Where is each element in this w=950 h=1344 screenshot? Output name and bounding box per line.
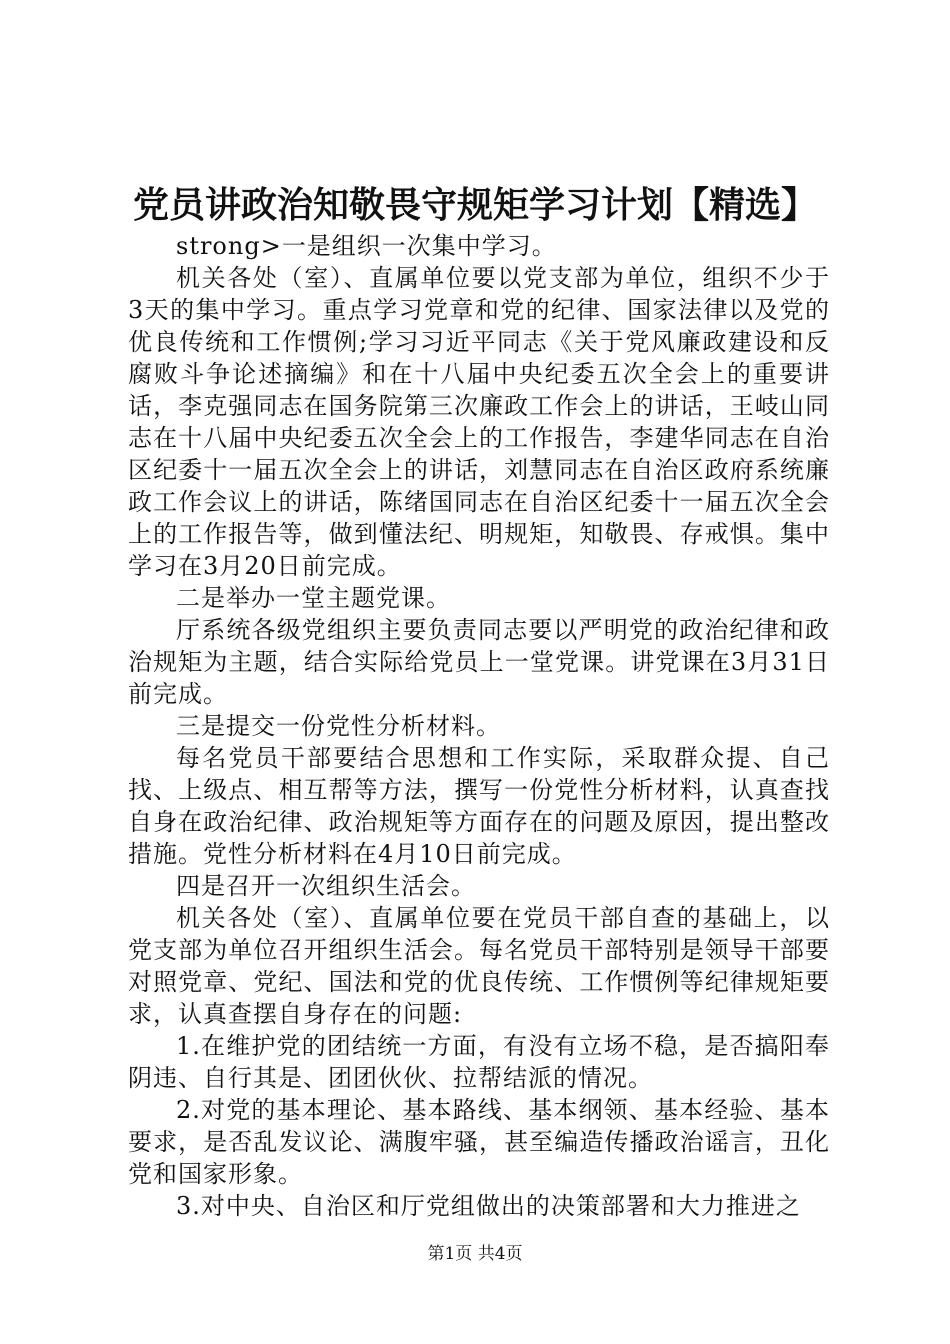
paragraph: 机关各处（室）、直属单位要在党员干部自查的基础上，以党支部为单位召开组织生活会。每名党员干部特别是领导干部要对照党章、党纪、国法和党的优良传统、工作惯例等纪律规矩要求，认真查摆自身存在的问题:: [128, 904, 830, 1028]
document-body: [128, 230, 830, 1222]
paragraph: 机关各处（室）、直属单位要以党支部为单位，组织不少于3天的集中学习。重点学习党章和党的纪律、国家法律以及党的优良传统和工作惯例;学习习近平同志《关于党风廉政建设和反腐败斗争论述摘编》和在十八届中央纪委五次全会上的重要讲话，李克强同志在国务院第三次廉政工作会上的讲话，王岐山同志在十八届中央纪委五次全会上的工作报告，李建华同志在自治区纪委十一届五次全会上的讲话，刘慧同志在自治区政府系统廉政工作会议上的讲话，陈绪国同志在自治区纪委十一届五次全会上的工作报告等，做到懂法纪、明规矩，知敬畏、存戒惧。集中学习在3月20日前完成。: [128, 264, 830, 580]
paragraph: strong>一是组织一次集中学习。: [176, 232, 557, 260]
paragraph: 1.在维护党的团结统一方面，有没有立场不稳，是否搞阳奉阴违、自行其是、团团伙伙、拉帮结派的情况。: [128, 1032, 830, 1092]
paragraph: 三是提交一份党性分析材料。: [176, 712, 501, 740]
paragraph: 厅系统各级党组织主要负责同志要以严明党的政治纪律和政治规矩为主题，结合实际给党员上一堂党课。讲党课在3月31日前完成。: [128, 616, 830, 708]
page-footer: 第1页 共4页: [427, 1244, 523, 1264]
document-title: 党员讲政治知敬畏守规矩学习计划【精选】: [132, 184, 817, 226]
paragraph: 2.对党的基本理论、基本路线、基本纲领、基本经验、基本要求，是否乱发议论、满腹牢骚，甚至编造传播政治谣言，丑化党和国家形象。: [128, 1096, 830, 1188]
paragraph: 四是召开一次组织生活会。: [176, 872, 476, 900]
paragraph: 每名党员干部要结合思想和工作实际，采取群众提、自己找、上级点、相互帮等方法，撰写一份党性分析材料，认真查找自身在政治纪律、政治规矩等方面存在的问题及原因，提出整改措施。党性分析材料在4月10日前完成。: [128, 744, 830, 868]
paragraph: 二是举办一堂主题党课。: [176, 584, 451, 612]
paragraph: 3.对中央、自治区和厅党组做出的决策部署和大力推进之: [176, 1192, 801, 1220]
